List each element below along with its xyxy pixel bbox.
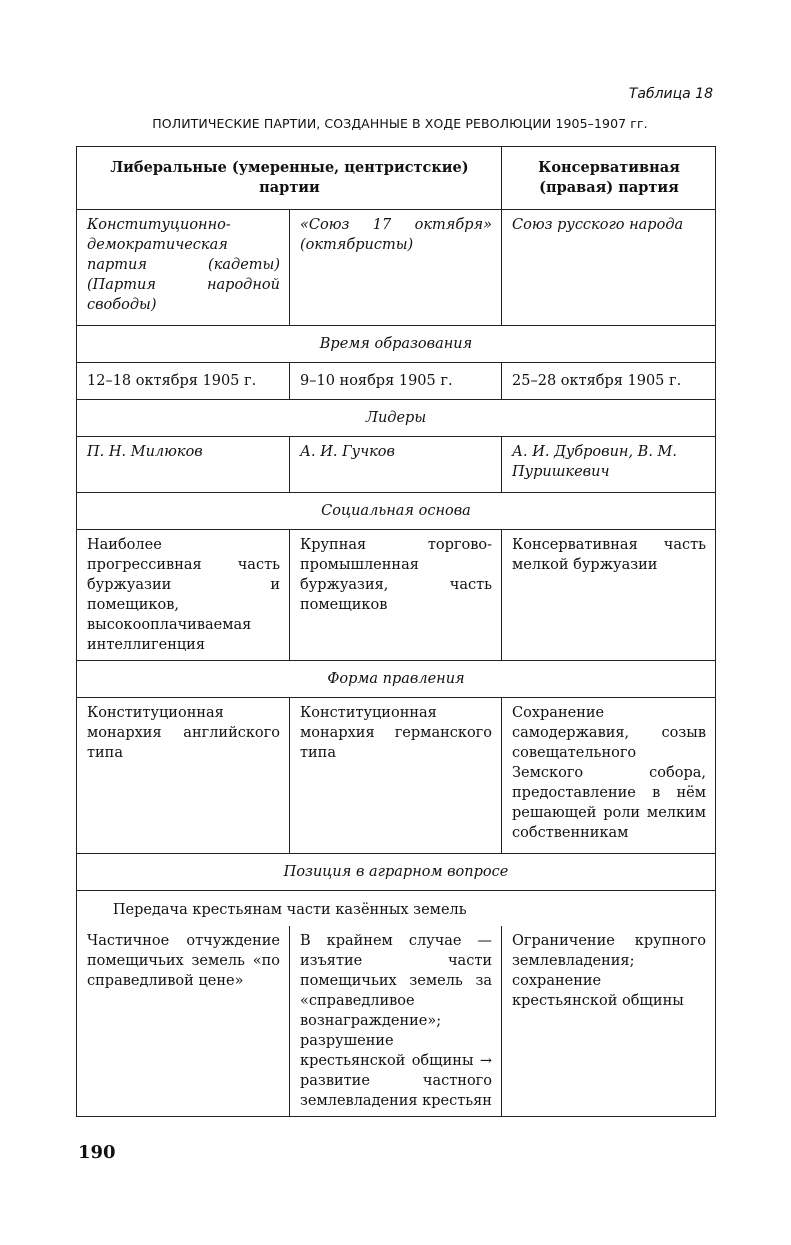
social-octobrists: Крупная торгово-промышленная буржуазия, часть помещиков [290,530,502,661]
header-liberal: Либеральные (умеренные, центристские) партии [77,147,502,210]
formation-row [77,363,716,400]
party-cadets: Конституционно-демократическая партия (кадеты) (Партия народной свободы) [77,210,290,326]
section-social: Социальная основа [77,493,716,530]
agrarian-octobrists: В крайнем случае — изъятие части помещичьих земель за «справедливое вознаграждение»; разрушение крестьянской общины → развитие частного землевладения крестьян [290,926,502,1117]
leaders-octobrists: А. И. Гучков [290,437,502,493]
leaders-union: А. И. Дубровин, В. М. Пуришкевич [502,437,716,493]
government-union: Сохранение самодержавия, созыв совещательного Земского собора, предоставление в нём решающей роли мелким собственникам [502,698,716,854]
section-leaders: Лидеры [77,400,716,437]
formation-union: 25–28 октября 1905 г. [502,363,716,400]
government-cadets: Конституционная монархия английского типа [77,698,290,854]
formation-octobrists: 9–10 ноября 1905 г. [290,363,502,400]
formation-cadets: 12–18 октября 1905 г. [77,363,290,400]
leaders-row [77,437,716,493]
header-row [77,147,716,210]
agrarian-row [77,926,716,1117]
party-names-row [77,210,716,326]
social-row [77,530,716,661]
government-octobrists: Конституционная монархия германского типа [290,698,502,854]
table-title: ПОЛИТИЧЕСКИЕ ПАРТИИ, СОЗДАННЫЕ В ХОДЕ РЕВОЛЮЦИИ 1905–1907 гг. [152,116,648,131]
social-union: Консервативная часть мелкой буржуазии [502,530,716,661]
government-row [77,698,716,854]
page-number: 190 [78,1142,116,1163]
section-agrarian: Позиция в аграрном вопросе [77,854,716,891]
section-formation: Время образования [77,326,716,363]
social-cadets: Наиболее прогрессивная часть буржуазии и помещиков, высокооплачиваемая интеллигенция [77,530,290,661]
table-label: Таблица 18 [628,86,713,102]
party-octobrists: «Союз 17 октября» (октябристы) [290,210,502,326]
header-conservative: Консервативная (правая) партия [502,147,716,210]
section-government: Форма правления [77,661,716,698]
parties-table [76,146,716,1117]
agrarian-cadets: Частичное отчуждение помещичьих земель «по справедливой цене» [77,926,290,1117]
agrarian-common-blank [502,891,716,927]
party-union-russian-people: Союз русского народа [502,210,716,326]
agrarian-common-row [77,891,716,927]
agrarian-common: Передача крестьянам части казённых земель [77,891,502,927]
leaders-cadets: П. Н. Милюков [77,437,290,493]
agrarian-union: Ограничение крупного землевладения; сохранение крестьянской общины [502,926,716,1117]
